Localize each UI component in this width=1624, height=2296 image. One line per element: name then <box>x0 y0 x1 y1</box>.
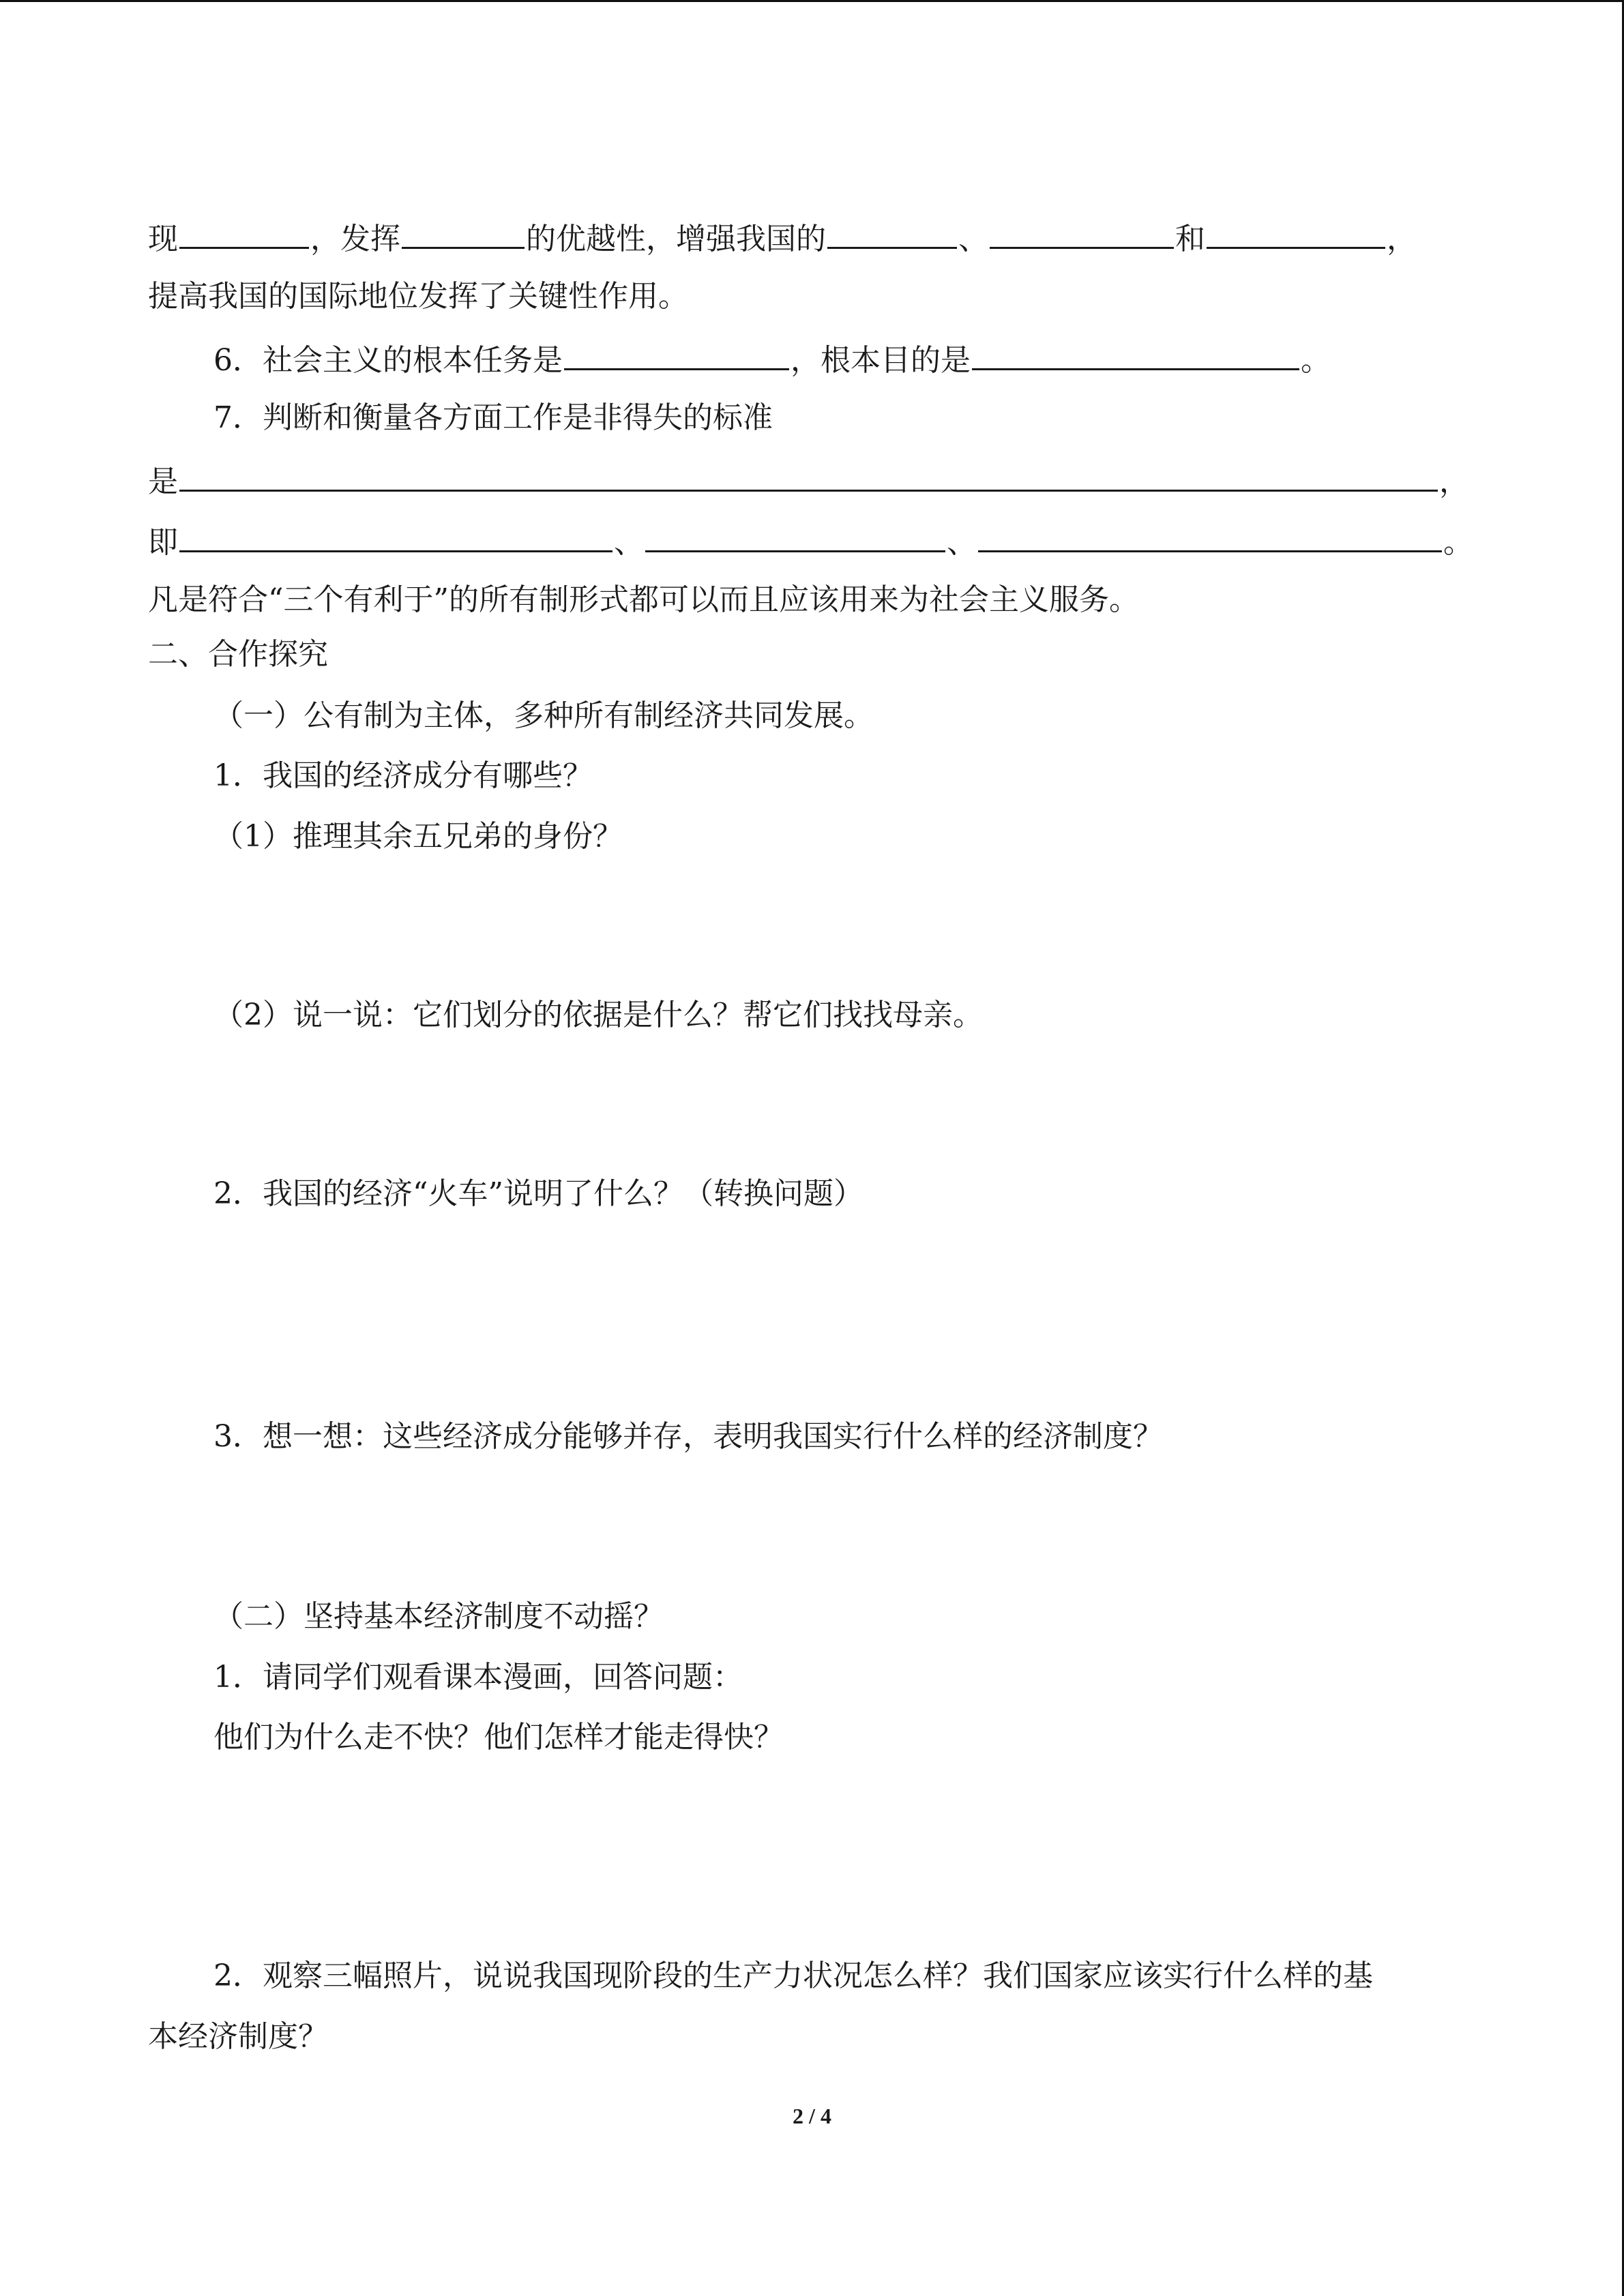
text-segment: 现 <box>148 222 178 256</box>
part-2-title: （二）坚持基本经济制度不动摇？ <box>213 1599 664 1634</box>
question-7-standard-line <box>148 458 1469 499</box>
note-line: 凡是符合“三个有利于”的所有制形式都可以而且应该用来为社会主义服务。 <box>148 582 1139 617</box>
question-6 <box>213 337 1331 378</box>
q5-continued-line <box>148 215 1417 256</box>
fill-blank[interactable] <box>990 215 1174 249</box>
fill-blank[interactable] <box>978 519 1442 552</box>
fill-blank[interactable] <box>179 519 612 552</box>
part-1-question-1-sub-1: （1）推理其余五兄弟的身份？ <box>213 819 623 854</box>
section-2-title: 二、合作探究 <box>148 637 328 672</box>
text-segment: ， <box>1439 464 1469 499</box>
text-segment: 、 <box>614 525 644 560</box>
question-7: 7．判断和衡量各方面工作是非得失的标准 <box>213 400 773 435</box>
text-segment: 。 <box>1301 343 1331 378</box>
fill-blank[interactable] <box>179 458 1438 492</box>
text-segment: 和 <box>1175 222 1205 256</box>
part-1-title: （一）公有制为主体，多种所有制经济共同发展。 <box>213 698 874 733</box>
fill-blank[interactable] <box>645 519 945 552</box>
text-segment: 即 <box>148 525 178 560</box>
page-number: 2 / 4 <box>793 2104 831 2128</box>
q5-end-line: 提高我国的国际地位发挥了关键性作用。 <box>148 279 688 314</box>
fill-blank[interactable] <box>972 337 1299 370</box>
text-segment: 是 <box>148 464 178 499</box>
text-segment: ，发挥 <box>310 222 400 256</box>
fill-blank[interactable] <box>827 215 957 249</box>
fill-blank[interactable] <box>402 215 525 249</box>
text-segment: ， <box>1387 222 1417 256</box>
question-7-three-favorables-line <box>148 519 1473 560</box>
part-1-question-1-sub-2: （2）说一说：它们划分的依据是什么？帮它们找找母亲。 <box>213 998 983 1032</box>
text-segment: 。 <box>1443 525 1473 560</box>
text-segment: 、 <box>947 525 977 560</box>
fill-blank[interactable] <box>1207 215 1385 249</box>
part-2-question-2: 2．观察三幅照片，说说我国现阶段的生产力状况怎么样？我们国家应该实行什么样的基 <box>213 1958 1373 1993</box>
page-border-top <box>0 0 1624 2</box>
text-segment: 、 <box>958 222 988 256</box>
part-1-question-2: 2．我国的经济“火车”说明了什么？（转换问题） <box>213 1176 863 1211</box>
part-1-question-1: 1．我国的经济成分有哪些？ <box>213 758 593 793</box>
fill-blank[interactable] <box>564 337 789 370</box>
part-2-question-1-sub: 他们为什么走不快？他们怎样才能走得快？ <box>213 1720 784 1755</box>
part-1-question-3: 3．想一想：这些经济成分能够并存，表明我国实行什么样的经济制度？ <box>213 1419 1163 1454</box>
fill-blank[interactable] <box>179 215 309 249</box>
text-segment: 6．社会主义的根本任务是 <box>213 343 563 378</box>
text-segment: 的优越性，增强我国的 <box>526 222 826 256</box>
part-2-question-2-continued: 本经济制度？ <box>148 2019 328 2054</box>
text-segment: ，根本目的是 <box>791 343 971 378</box>
part-2-question-1: 1．请同学们观看课本漫画，回答问题： <box>213 1660 743 1695</box>
